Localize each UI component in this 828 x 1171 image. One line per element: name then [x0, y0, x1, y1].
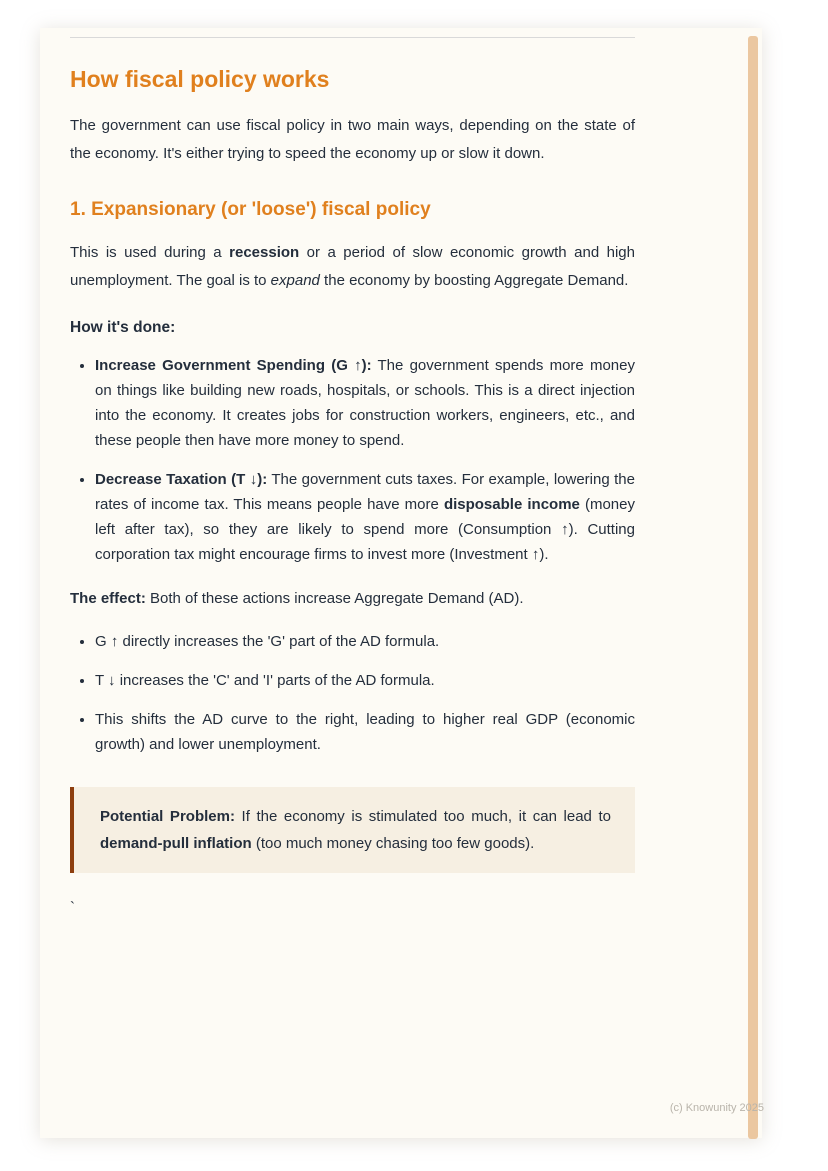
- list-item: [95, 707, 635, 757]
- text-run: T ↓ increases the 'C' and 'I' parts of the AD formula.: [95, 672, 435, 690]
- effect-paragraph: [70, 585, 635, 613]
- text-run: (too much money chasing too few goods).: [251, 835, 535, 853]
- text-run: Both of these actions increase Aggregate Demand (AD).: [145, 590, 524, 608]
- text-run: the economy by boosting Aggregate Demand.: [319, 272, 629, 290]
- text-run: or a period of slow economic growth and high unemployment. The goal is to: [70, 244, 635, 290]
- bold-text: Decrease Taxation (T ↓):: [95, 471, 268, 489]
- text-run: This is used during a: [70, 244, 230, 262]
- document-card: [40, 28, 762, 1138]
- section-heading: 1. Expansionary (or 'loose') fiscal policy: [70, 198, 431, 220]
- copyright-text: (c) Knowunity 2025: [669, 1102, 764, 1114]
- text-run: The government cuts taxes. For example, lowering the rates of income tax. This means people have more: [95, 471, 635, 514]
- potential-problem-callout: [70, 787, 635, 873]
- section-paragraph: [70, 239, 635, 295]
- page-title: How fiscal policy works: [70, 66, 330, 92]
- list-item: [95, 353, 635, 453]
- bold-text: disposable income: [443, 496, 580, 514]
- text-run: The government spends more money on things like building new roads, hospitals, or schools. This is a direct injection into the economy. It creates jobs for construction workers, engineers, etc., and these people then have more money to spend.: [95, 357, 635, 450]
- decorative-side-stripe: [748, 36, 758, 1139]
- policy-actions-list: [70, 353, 635, 567]
- document-content: [70, 37, 635, 916]
- text-run: G ↑ directly increases the 'G' part of the AD formula.: [95, 633, 440, 651]
- bold-text: Potential Problem:: [100, 808, 235, 826]
- how-its-done-label: How it's done:: [70, 319, 176, 337]
- italic-text: expand: [270, 272, 320, 290]
- bold-text: Increase Government Spending (G ↑):: [95, 357, 372, 375]
- effects-list: [70, 629, 635, 757]
- bold-text: recession: [229, 244, 300, 262]
- bold-text: demand-pull inflation: [100, 835, 252, 853]
- text-run: (money left after tax), so they are likely to spend more (Consumption ↑). Cutting corporation tax might encourage firms to invest more (Investment ↑).: [95, 496, 635, 564]
- list-item: [95, 629, 635, 654]
- stray-character: `: [70, 899, 75, 917]
- intro-paragraph: The government can use fiscal policy in two main ways, depending on the state of the economy. It's either trying to speed the economy up or slow it down.: [70, 116, 635, 162]
- list-item: [95, 467, 635, 567]
- text-run: This shifts the AD curve to the right, leading to higher real GDP (economic growth) and lower unemployment.: [95, 711, 635, 754]
- bold-text: The effect:: [70, 590, 146, 608]
- text-run: If the economy is stimulated too much, it can lead to: [234, 808, 611, 826]
- list-item: [95, 668, 635, 693]
